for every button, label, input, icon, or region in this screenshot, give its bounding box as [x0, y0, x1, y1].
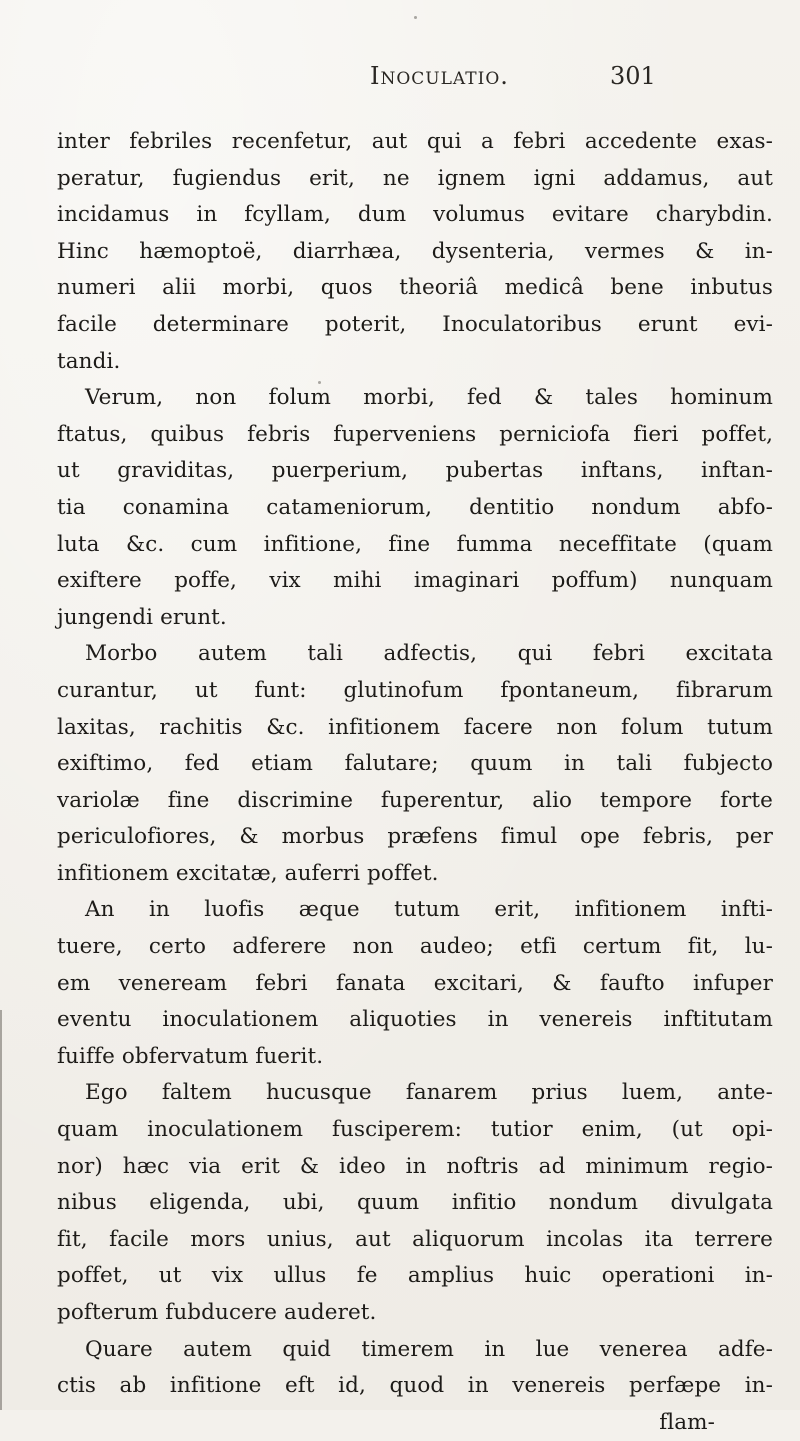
text-line: fuiffe obfervatum fuerit. [57, 1043, 324, 1069]
running-head-title: Inoculatio. [370, 62, 509, 90]
text-line: tuere, certo adferere non audeo; etfi certum fit, lu- [57, 934, 773, 960]
text-line: inter febriles recenfetur, aut qui a febri accedente exas- [57, 129, 773, 154]
text-line: infitionem excitatæ, auferri poffet. [57, 860, 439, 886]
paragraph-start-line: Quare autem quid timerem in lue venerea adfe- [85, 1336, 773, 1362]
paragraph-start-line: Morbo autem tali adfectis, qui febri excitata [85, 641, 773, 667]
paragraph-start-line: An in luofis æque tutum erit, infitionem infti- [85, 897, 773, 923]
text-line: luta &c. cum infitione, fine fumma neceffitate (quam [57, 531, 773, 557]
left-edge-shadow [0, 1010, 2, 1410]
text-line: pofterum fubducere auderet. [57, 1300, 377, 1325]
paragraph-start-line: Ego faltem hucusque fanarem prius luem, ante- [85, 1080, 773, 1106]
text-line: tia conamina catameniorum, dentitio nondum abfo- [57, 494, 773, 520]
text-line: em veneream febri fanata excitari, & faufto infuper [57, 970, 773, 996]
paper-speck [414, 16, 417, 19]
text-line: curantur, ut funt: glutinofum fpontaneum, fibrarum [57, 677, 773, 703]
text-line: Hinc hæmoptoë, diarrhæa, dysenteria, vermes & in- [57, 238, 773, 264]
text-line: periculofiores, & morbus præfens fimul ope febris, per [57, 824, 773, 850]
text-line: numeri alii morbi, quos theoriâ medicâ bene inbutus [57, 275, 773, 301]
text-line: jungendi erunt. [57, 604, 227, 630]
text-line: facile determinare poterit, Inoculatoribus erunt evi- [57, 311, 773, 337]
text-line: poffet, ut vix ullus fe amplius huic operationi in- [57, 1263, 773, 1289]
text-line: eventu inoculationem aliquoties in venereis inftitutam [57, 1007, 773, 1033]
text-line: fit, facile mors unius, aut aliquorum incolas ita terrere [57, 1226, 773, 1252]
text-line: tandi. [57, 348, 121, 374]
text-line: exiftimo, fed etiam falutare; quum in tali fubjecto [57, 751, 773, 777]
running-head [0, 62, 800, 102]
text-line: variolæ fine discrimine fuperentur, alio tempore forte [57, 787, 773, 813]
text-line: exiftere poffe, vix mihi imaginari poffum) nunquam [57, 568, 773, 594]
text-line: laxitas, rachitis &c. infitionem facere non folum tutum [57, 714, 773, 740]
text-line: ut graviditas, puerperium, pubertas inftans, inftan- [57, 458, 773, 484]
text-line: ctis ab infitione eft id, quod in venereis perfæpe in- [57, 1373, 773, 1399]
text-line: nibus eligenda, ubi, quum infitio nondum divulgata [57, 1190, 773, 1216]
page-number: 301 [610, 62, 656, 90]
text-line: incidamus in fcyllam, dum volumus evitare charybdin. [57, 202, 773, 228]
text-line: nor) hæc via erit & ideo in noftris ad minimum regio- [57, 1153, 773, 1179]
paragraph-start-line: Verum, non folum morbi, fed & tales hominum [85, 385, 773, 411]
body-text [57, 124, 773, 1441]
catchword: flam- [659, 1409, 715, 1435]
text-line: quam inoculationem fusciperem: tutior enim, (ut opi- [57, 1117, 773, 1143]
text-line: ftatus, quibus febris fuperveniens perniciofa fieri poffet, [57, 421, 773, 447]
text-line: peratur, fugiendus erit, ne ignem igni addamus, aut [57, 165, 773, 191]
